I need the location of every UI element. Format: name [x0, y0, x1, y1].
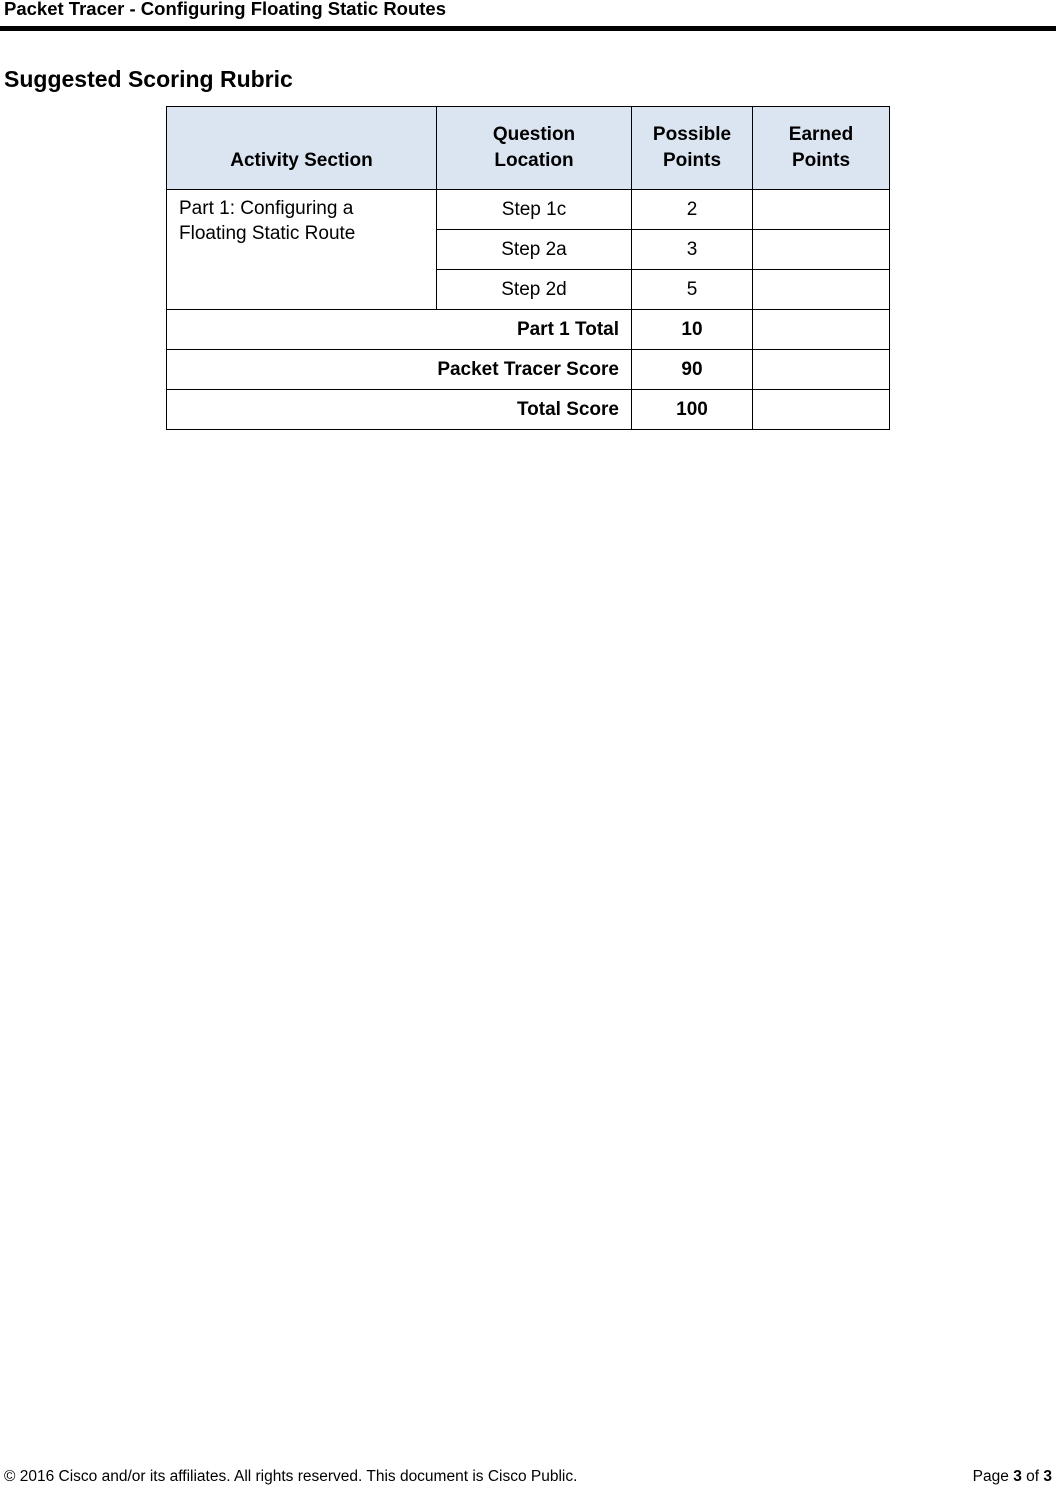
page-prefix: Page: [972, 1468, 1009, 1485]
page-current: 3: [1013, 1468, 1022, 1485]
possible-points-cell: 2: [632, 190, 753, 230]
total-earned-points: [753, 390, 890, 430]
total-row-packet-tracer: [167, 350, 890, 390]
column-header-activity-section: Activity Section: [167, 107, 437, 190]
column-header-earned-points: Earned Points: [753, 107, 890, 190]
section-heading: Suggested Scoring Rubric: [4, 66, 293, 92]
earned-points-cell: [753, 230, 890, 270]
possible-points-cell: 5: [632, 270, 753, 310]
page-total: 3: [1043, 1468, 1052, 1485]
total-row-part-1: [167, 310, 890, 350]
question-location-cell: Step 2d: [437, 270, 632, 310]
total-label: Total Score: [167, 390, 632, 430]
total-earned-points: [753, 350, 890, 390]
earned-points-cell: [753, 190, 890, 230]
footer-page-number: [973, 1468, 1052, 1486]
column-header-question-location: Question Location: [437, 107, 632, 190]
document-title: Packet Tracer - Configuring Floating Static Routes: [4, 0, 447, 19]
earned-points-cell: [753, 270, 890, 310]
total-earned-points: [753, 310, 890, 350]
total-possible-points: 100: [632, 390, 753, 430]
question-location-cell: Step 2a: [437, 230, 632, 270]
total-possible-points: 10: [632, 310, 753, 350]
possible-points-cell: 3: [632, 230, 753, 270]
activity-section-part-1: Part 1: Configuring a Floating Static Route: [167, 190, 437, 310]
column-header-possible-points: Possible Points: [632, 107, 753, 190]
total-label: Part 1 Total: [167, 310, 632, 350]
table-row: [167, 190, 890, 230]
scoring-rubric-table: [166, 106, 890, 430]
question-location-cell: Step 1c: [437, 190, 632, 230]
total-label: Packet Tracer Score: [167, 350, 632, 390]
footer-copyright: © 2016 Cisco and/or its affiliates. All rights reserved. This document is Cisco Public.: [4, 1468, 578, 1485]
table-header-row: [167, 107, 890, 190]
page-of: of: [1026, 1468, 1040, 1485]
page-header: [0, 0, 1056, 31]
total-possible-points: 90: [632, 350, 753, 390]
total-row-total-score: [167, 390, 890, 430]
